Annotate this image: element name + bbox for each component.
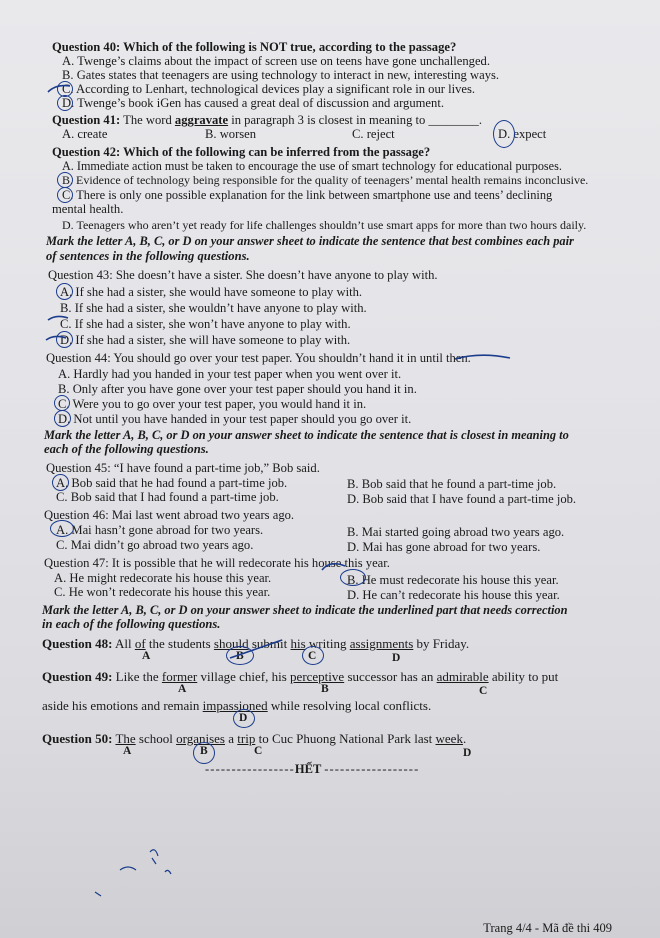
instruction-combine-l1: Mark the letter A, B, C, or D on your answer sheet to indicate the sentence that best combines each pair	[46, 234, 574, 248]
q42-option-c: C. There is only one possible explanation for the link between smartphone use and teens’ declining	[62, 188, 553, 202]
q45-option-d: D. Bob said that I have found a part-time job.	[347, 492, 577, 506]
answer-mark-q44-d	[54, 410, 71, 427]
q47-option-a: A. He might redecorate his house this year.	[54, 571, 272, 585]
answer-mark-q42-c	[57, 187, 73, 203]
q48-letter-b: B	[236, 650, 244, 662]
q44-option-d: D. Not until you have handed in your test paper should you go over it.	[58, 412, 412, 426]
q47-stem: Question 47: It is possible that he will redecorate his house this year.	[44, 556, 390, 570]
answer-mark-q43-d	[56, 331, 73, 348]
q44-option-b: B. Only after you have gone over your test paper should you hand it in.	[58, 382, 417, 396]
q41-option-c: C. reject	[352, 127, 395, 141]
q46-option-d: D. Mai has gone abroad for two years.	[347, 540, 541, 554]
q43-option-d: D. If she had a sister, she will have someone to play with.	[60, 333, 351, 347]
instruction-meaning-l1: Mark the letter A, B, C, or D on your answer sheet to indicate the sentence that is closest in meaning to	[44, 428, 569, 442]
q50-letter-c: C	[254, 745, 263, 757]
q50-letter-d: D	[463, 747, 472, 759]
page-footer: Trang 4/4 - Mã đề thi 409	[483, 921, 612, 935]
end-mark: - - - - - - - - - - - - - - - - - HẾT - - - - - - - - - - - - - - - - - -	[205, 762, 418, 776]
answer-mark-q41-d	[493, 120, 515, 148]
q49-letter-a: A	[178, 683, 187, 695]
answer-mark-q47-b	[340, 569, 366, 586]
q47-option-c: C. He won’t redecorate his house this year.	[54, 585, 271, 599]
q42-option-b: B. Evidence of technology being responsible for the quality of teenagers’ mental health remains inconclusive.	[62, 173, 589, 187]
q47-option-d: D. He can’t redecorate his house this year.	[347, 588, 560, 602]
answer-mark-q45-a	[52, 474, 69, 491]
q42-option-a: A. Immediate action must be taken to encourage the use of smart technology for educational purposes.	[62, 159, 562, 173]
instruction-meaning-l2: each of the following questions.	[44, 442, 209, 456]
q43-option-b: B. If she had a sister, she wouldn’t have anyone to play with.	[60, 301, 367, 315]
q44-option-c: C. Were you to go over your test paper, you would hand it in.	[58, 397, 367, 411]
q41-option-d: D. expect	[498, 127, 547, 141]
answer-mark-q44-c	[54, 395, 70, 411]
q47-option-b: B. He must redecorate his house this year.	[347, 573, 559, 587]
answer-mark-q40-d	[57, 95, 73, 111]
q41-stem: Question 41: The word aggravate in paragraph 3 is closest in meaning to ________.	[52, 113, 483, 127]
q45-option-b: B. Bob said that he found a part-time job.	[347, 477, 557, 491]
q49-letter-c: C	[479, 685, 488, 697]
answer-mark-q48-b	[226, 646, 254, 665]
q49-sentence-l1: Question 49: Like the former village chief, his perceptive successor has an admirable ability to put	[42, 669, 559, 684]
instruction-correction-l1: Mark the letter A, B, C, or D on your answer sheet to indicate the underlined part that needs correction	[42, 603, 568, 617]
q40-option-d: D. Twenge’s book iGen has caused a great deal of discussion and argument.	[62, 96, 444, 110]
q45-option-a: A. Bob said that he had found a part-time job.	[56, 476, 288, 490]
q49-sentence-l2: aside his emotions and remain impassioned while resolving local conflicts.	[42, 698, 432, 713]
instruction-correction-l2: in each of the following questions.	[42, 617, 221, 631]
q46-option-b: B. Mai started going abroad two years ago.	[347, 525, 565, 539]
answer-mark-q42-b	[57, 172, 73, 188]
q40-option-b: B. Gates states that teenagers are using technology to interact in new, interesting ways.	[62, 68, 500, 82]
q50-letter-a: A	[123, 745, 132, 757]
q46-option-c: C. Mai didn’t go abroad two years ago.	[56, 538, 254, 552]
signature-scribble	[120, 850, 171, 874]
q43-stem: Question 43: She doesn’t have a sister. She doesn’t have anyone to play with.	[48, 268, 438, 282]
q44-option-a: A. Hardly had you handed in your test paper when you went over it.	[58, 367, 402, 381]
answer-mark-q43-a	[56, 283, 73, 300]
q48-letter-c: C	[308, 650, 317, 662]
q49-letter-d: D	[239, 712, 248, 724]
q40-option-a: A. Twenge’s claims about the impact of screen use on teens have gone unchallenged.	[62, 54, 490, 68]
q50-sentence: Question 50: The school organises a trip to Cuc Phuong National Park last week.	[42, 731, 467, 746]
q42-option-c-cont: mental health.	[52, 202, 124, 216]
q46-option-a: A. Mai hasn’t gone abroad for two years.	[56, 523, 264, 537]
q45-stem: Question 45: “I have found a part-time job,” Bob said.	[46, 461, 320, 475]
q49-letter-b: B	[321, 683, 329, 695]
q41-option-a: A. create	[62, 127, 108, 141]
q40-option-c: C. According to Lenhart, technological devices play a significant role in our lives.	[62, 82, 476, 96]
instruction-combine-l2: of sentences in the following questions.	[46, 249, 250, 263]
q42-option-d: D. Teenagers who aren’t yet ready for life challenges shouldn’t use smart apps for more than two hours daily.	[62, 218, 587, 232]
q42-stem: Question 42: Which of the following can be inferred from the passage?	[52, 145, 431, 159]
q45-option-c: C. Bob said that I had found a part-time job.	[56, 490, 279, 504]
q50-letter-b: B	[200, 745, 208, 757]
q43-option-a: A. If she had a sister, she would have someone to play with.	[60, 285, 363, 299]
q48-sentence: Question 48: All of the students should submit his writing assignments by Friday.	[42, 636, 470, 651]
q48-letter-d: D	[392, 652, 401, 664]
answer-mark-q48-c	[302, 646, 324, 665]
answer-mark-q49-d	[233, 709, 255, 728]
q46-stem: Question 46: Mai last went abroad two years ago.	[44, 508, 295, 522]
q48-letter-a: A	[142, 650, 151, 662]
answer-mark-q46-a	[50, 520, 74, 537]
q40-stem: Question 40: Which of the following is NOT true, according to the passage?	[52, 40, 457, 54]
answer-mark-q50-b	[193, 742, 215, 764]
q43-option-c: C. If she had a sister, she won’t have anyone to play with.	[60, 317, 351, 331]
q41-option-b: B. worsen	[205, 127, 257, 141]
q44-stem: Question 44: You should go over your test paper. You shouldn’t hand it in until then.	[46, 351, 471, 365]
signature-tick	[95, 892, 101, 896]
